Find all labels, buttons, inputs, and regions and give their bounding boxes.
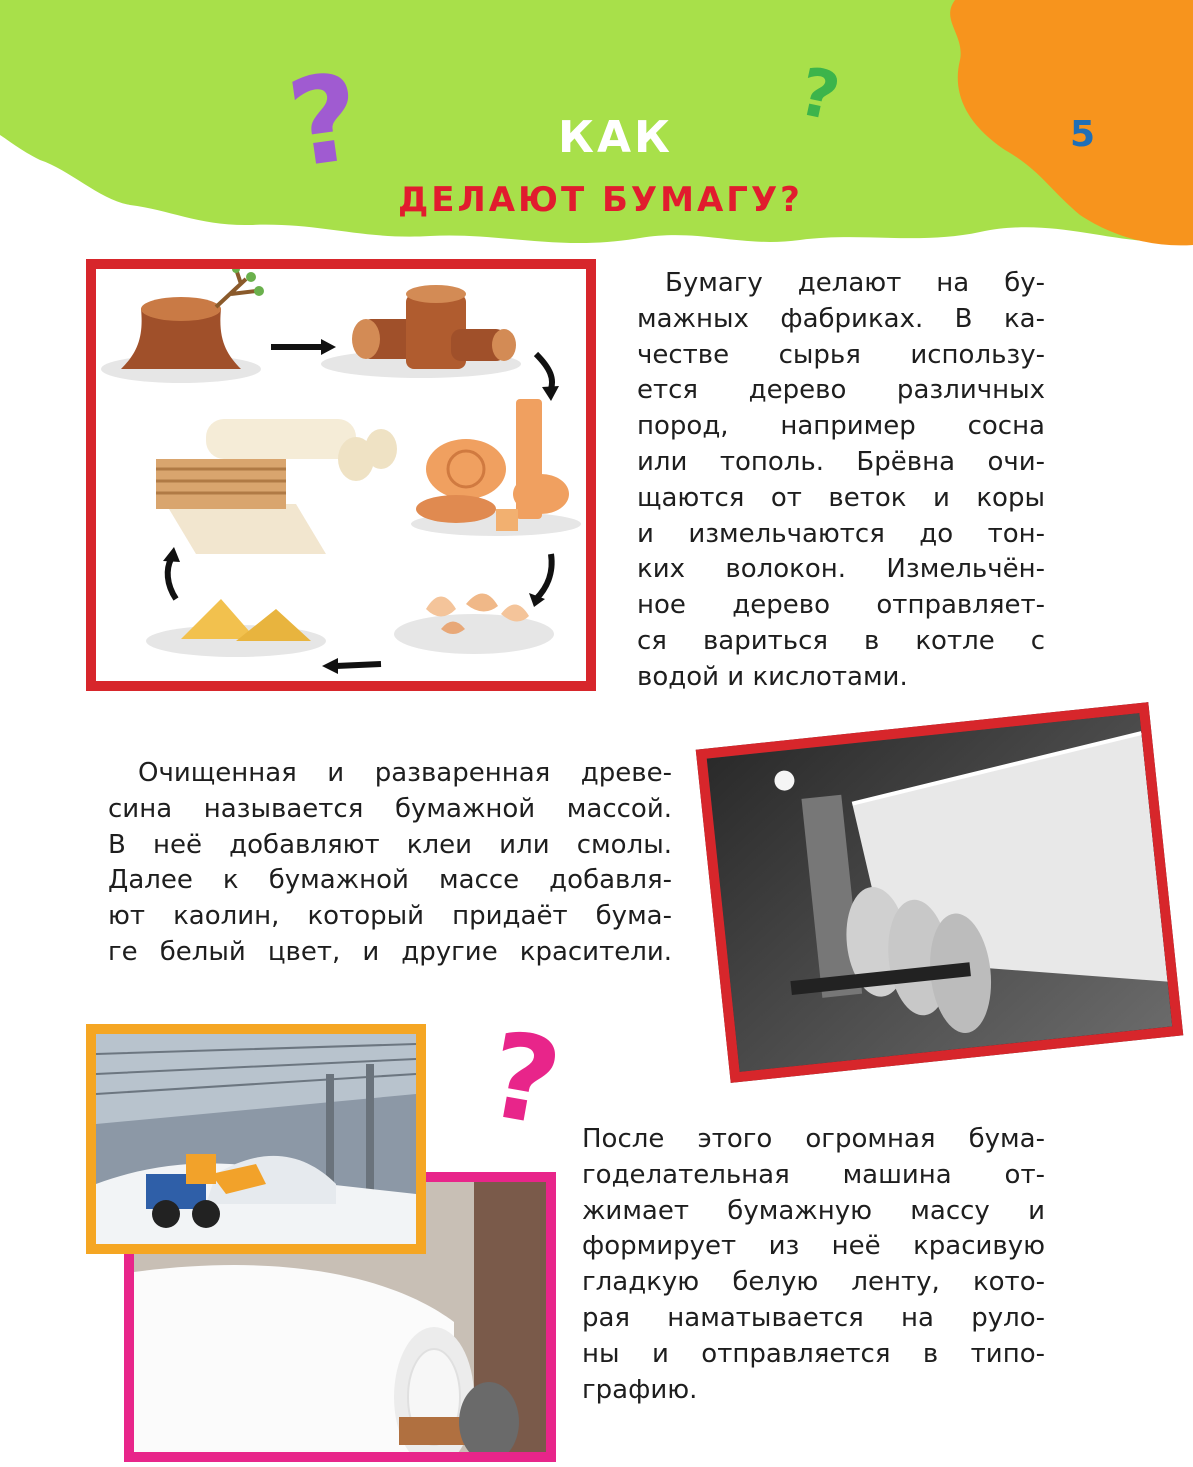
text-line: графию.: [582, 1374, 698, 1405]
wood-chips-icon: [394, 593, 554, 654]
question-mark-pink: ?: [478, 1005, 570, 1153]
paper-rolls-icon: [156, 419, 397, 554]
text-line: щаются от веток и коры: [637, 482, 1045, 513]
text-line: честве сырья использу-: [637, 339, 1045, 370]
text-line: ны и отправляется в типо-: [582, 1338, 1045, 1369]
text-line: пород, например сосна: [637, 411, 1045, 442]
tree-stump-icon: [101, 269, 264, 383]
text-line: мажных фабриках. В ка-: [637, 303, 1045, 334]
title-line-2: ДЕЛАЮТ БУМАГУ?: [398, 180, 803, 220]
text-line: ких волокон. Измельчён-: [637, 554, 1045, 585]
text-line: Очищенная и разваренная древе-: [138, 758, 672, 788]
text-line: и измельчаются до тон-: [637, 518, 1045, 549]
text-line: жимает бумажную массу и: [582, 1195, 1045, 1226]
text-line: гладкую белую ленту, кото-: [582, 1267, 1045, 1298]
text-line: ное дерево отправляет-: [637, 590, 1045, 621]
paper-cycle-drawing: [96, 269, 586, 681]
title-line-1: КАК: [558, 112, 673, 163]
text-line: рая наматывается на руло-: [582, 1302, 1045, 1333]
text-line: водой и кислотами.: [637, 661, 908, 692]
text-line: формирует из неё красивую: [582, 1231, 1045, 1262]
page-number: 5: [1070, 114, 1096, 155]
paper-machine-photo: [696, 702, 1184, 1083]
question-mark-green: ?: [792, 52, 846, 137]
text-line: ется дерево различных: [637, 375, 1045, 406]
text-line: или тополь. Брёвна очи-: [637, 446, 1045, 477]
text-line: Далее к бумажной массе добавля-: [108, 865, 672, 896]
paragraph-machine: [582, 1122, 1045, 1408]
text-line: сина называется бумажной массой.: [108, 793, 672, 824]
text-line: В неё добавляют клеи или смолы.: [108, 829, 672, 860]
text-line: После этого огромная бума-: [582, 1124, 1045, 1154]
warehouse-photo: [86, 1024, 426, 1254]
text-line: Бумагу делают на бу-: [665, 268, 1045, 298]
text-line: ют каолин, который придаёт бума-: [108, 901, 672, 932]
paragraph-intro: [637, 266, 1045, 696]
paper-machine-drawing: [707, 713, 1173, 1072]
warehouse-drawing: [96, 1034, 416, 1244]
planks-icon: [411, 399, 581, 536]
text-line: ся вариться в котле с: [637, 625, 1045, 656]
text-line: годелательная машина от-: [582, 1159, 1045, 1190]
paper-cycle-illustration: [86, 259, 596, 691]
question-mark-purple: ?: [280, 47, 369, 196]
logs-icon: [321, 285, 521, 378]
sawdust-icon: [146, 599, 326, 657]
text-line: ге белый цвет, и другие красители.: [108, 936, 672, 967]
paragraph-pulp: [108, 756, 672, 971]
